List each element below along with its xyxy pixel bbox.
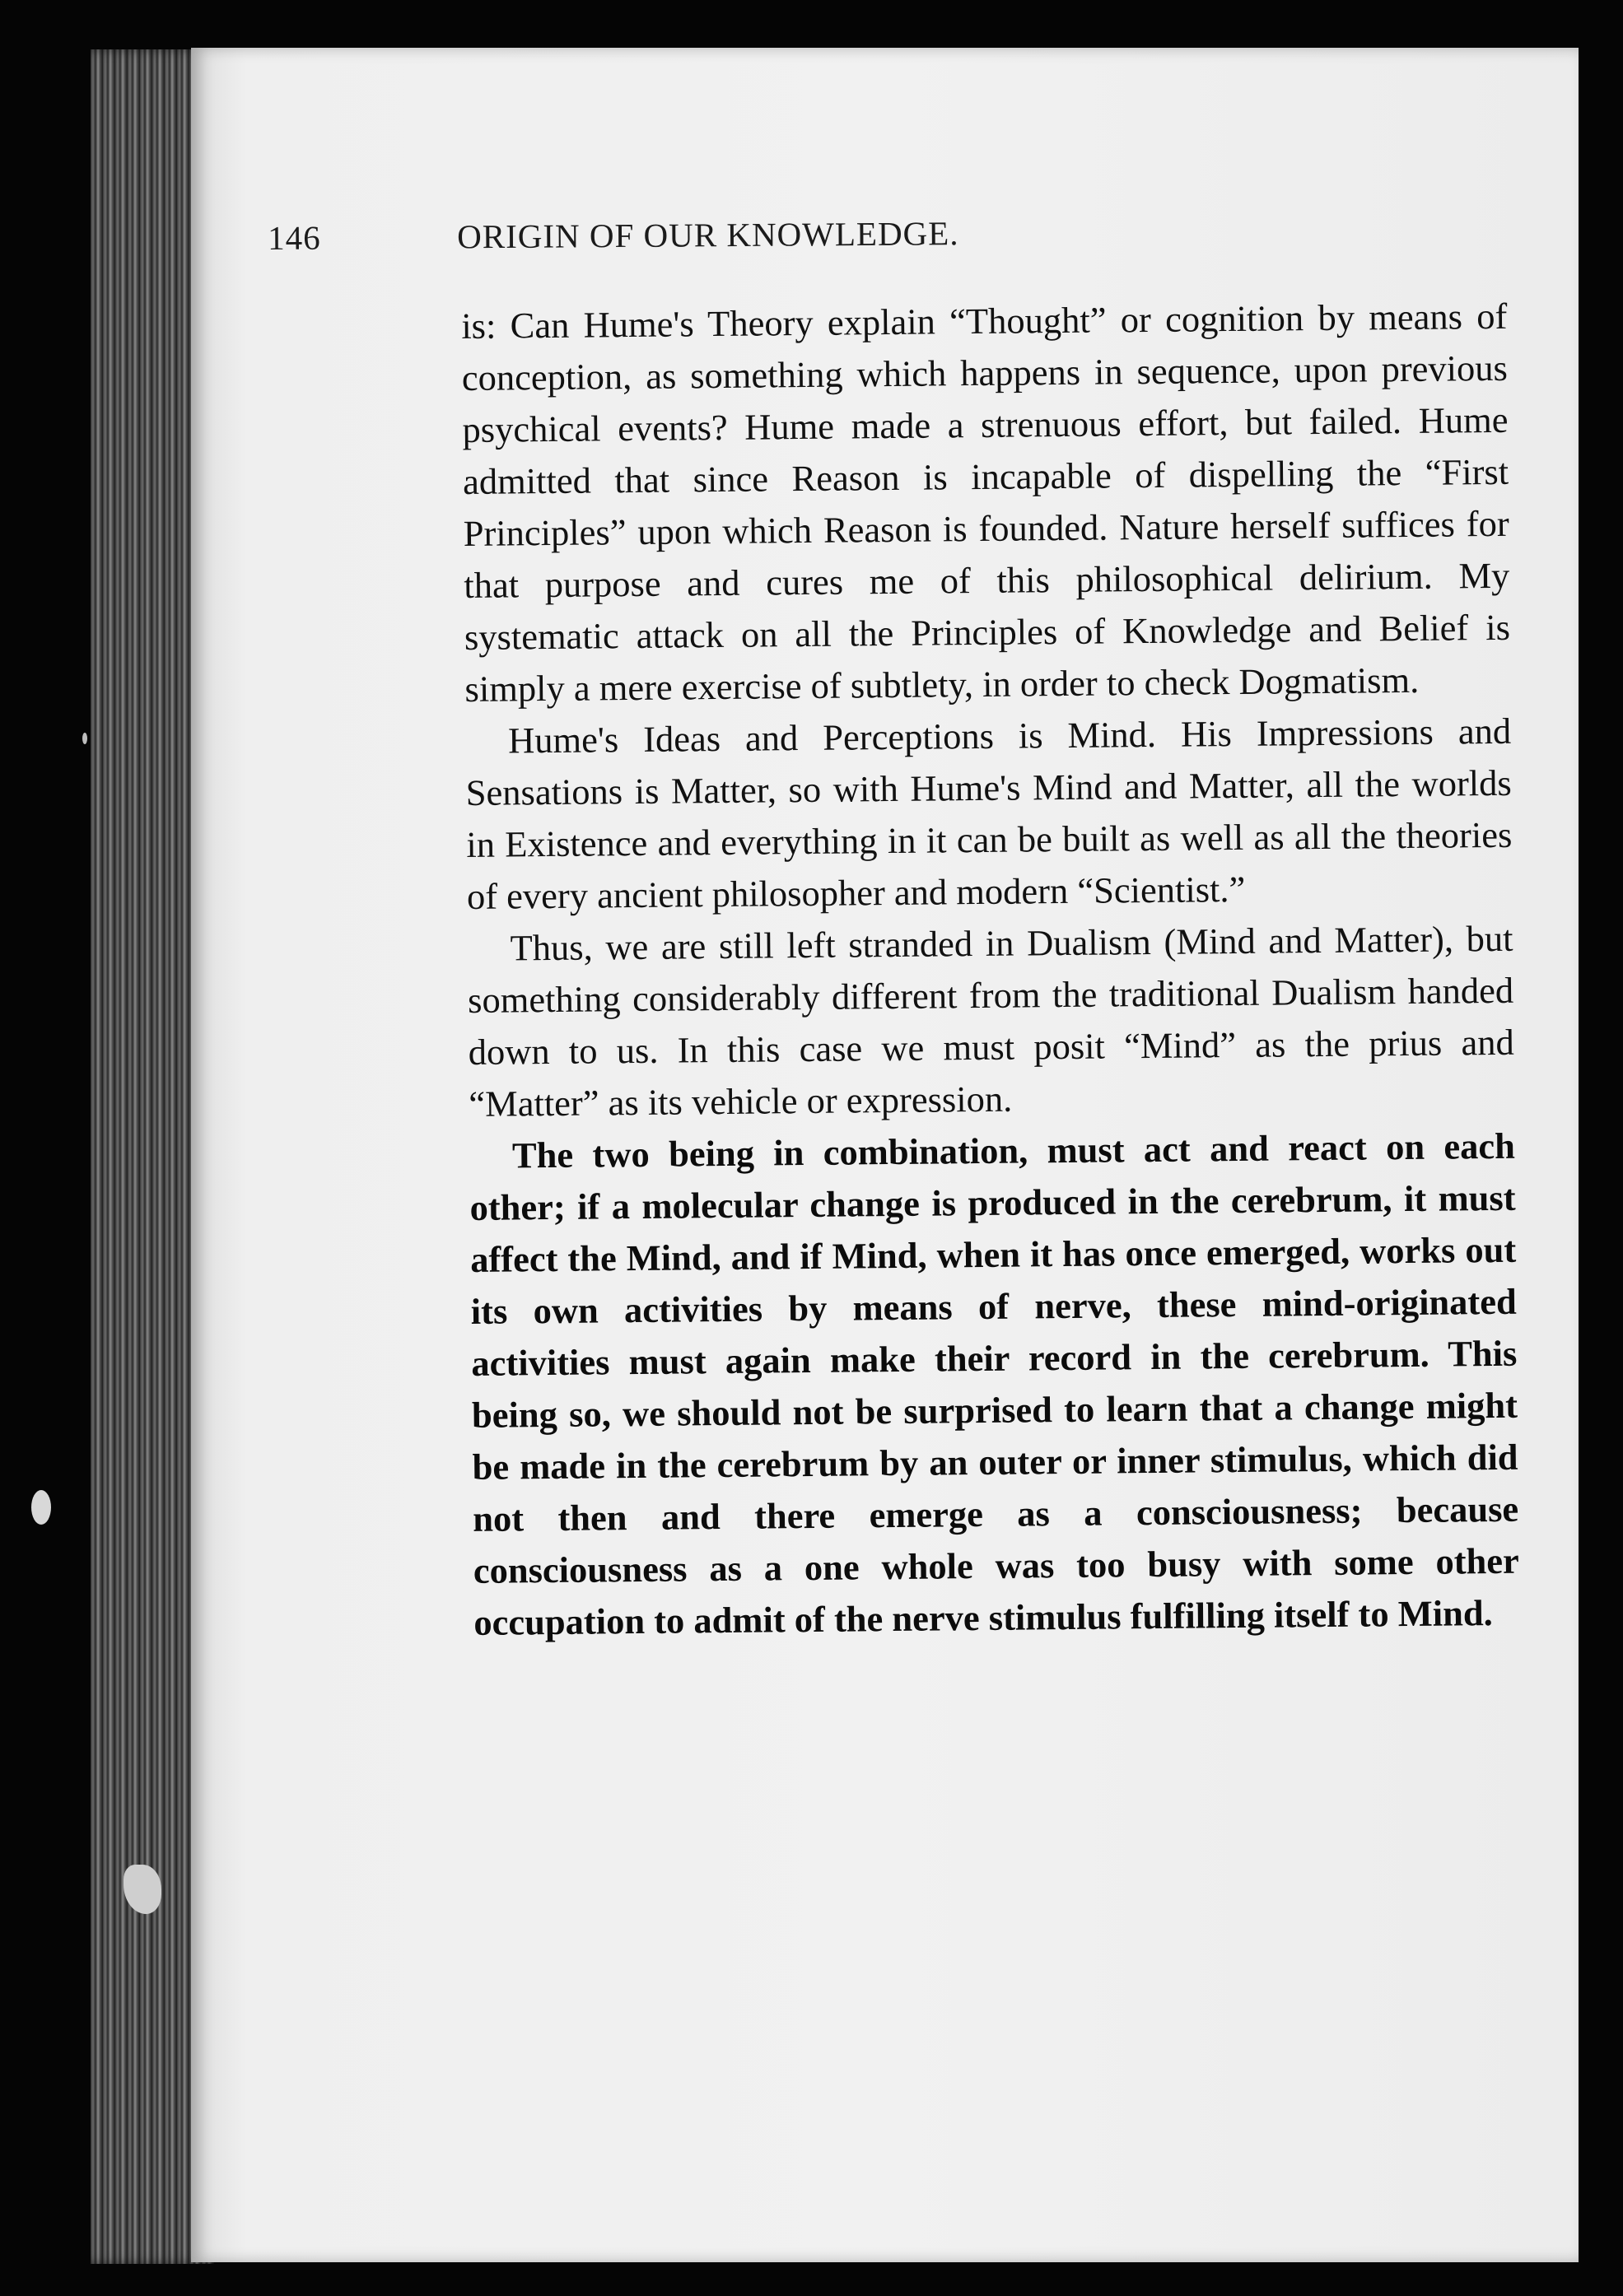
paragraph: is: Can Hume's Theory explain “Thought” or cognition by means of conception, as something which happens in sequence, upon previous psychical events? Hume made a strenuous effort, but failed. Hume admitted that since Reason is incapable of dispelling the “First Principles” upon which Reason is founded. Nature herself suffices for that purpose and cures me of this philosophical delirium. My systematic attack on all the Principles of Knowledge and Belief is simply a mere exercise of subtlety, in order to check Dogmatism.: [461, 295, 1511, 710]
paragraph: Thus, we are still left stranded in Dualism (Mind and Matter), but something considerably different from the traditional Dualism handed down to us. In this case we must posit “Mind” as the prius and “Matter” as its vehicle or expression.: [467, 917, 1514, 1125]
paragraph: The two being in combination, must act and react on each other; if a molecular change is produced in the cerebrum, it must affect the Mind, and if Mind, when it has once emerged, works out its own activities by means of nerve, these mind-originated activities must again make their record in the cerebrum. This being so, we should not be surprised to learn that a change might be made in the cerebrum by an outer or inner stimulus, which did not then and there emerge as a consciousness; because consciousness as a one whole was too busy with some other occupation to admit of the nerve stimulus fulfilling itself to Mind.: [469, 1125, 1519, 1643]
paragraph: Hume's Ideas and Perceptions is Mind. His Impressions and Sensations is Matter, so with Hume's Mind and Matter, all the worlds in Existence and everything in it can be built as well as all the theories of every ancient philosopher and modern “Scientist.”: [465, 710, 1513, 917]
body-text: [461, 291, 1520, 1649]
running-title: ORIGIN OF OUR KNOWLEDGE.: [457, 214, 959, 256]
scan-artifact: [31, 1490, 51, 1525]
scan-artifact: [82, 733, 87, 744]
page-number: 146: [268, 218, 321, 257]
